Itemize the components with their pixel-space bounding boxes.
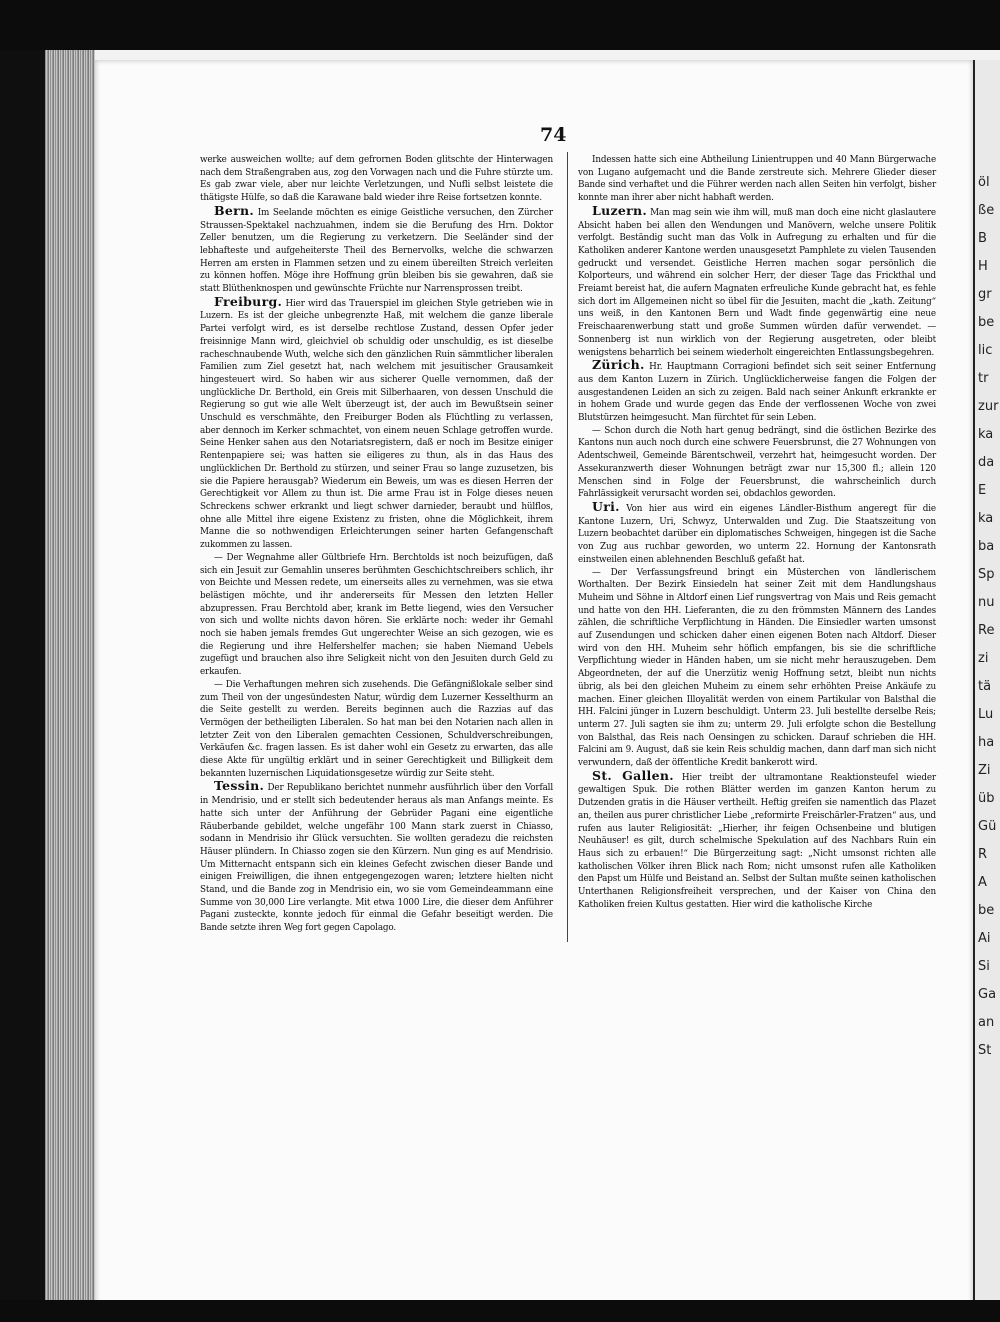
scan-border-top: [0, 0, 1000, 50]
article-paragraph: Bern. Im Seelande möchten es einige Geistliche versuchen, den Zürcher Straussen-Spektakel nachzuahmen, indem sie die Berufung des Hrn. Doktor Zeller benutzen, um die Regierung zu verketzern. Die Seeländer sind der lebhafteste und aufgeheiterste Theil des Bernervolks, welche die schwarzen Herren am ersten in Flammen setzen und zu einem übereilten Streich verleiten zu können hoffen. Möge ihre Hoffnung grün bleiben bis sie gewahren, daß sie statt Blüthenknospen und gewünschte Früchte nur Narrensprossen treibt.: [200, 202, 553, 295]
next-page-text-fragment: St: [978, 1043, 992, 1058]
article-paragraph: — Der Wegnahme aller Gültbriefe Hrn. Berchtolds ist noch beizufügen, daß sich ein Jesuit zur Gemahlin unseres berühmten Geschichtschreibers schlich, ihr von Beichte und Messen redete, um einerseits alles zu vernehmen, was sie etwa belästigen möchte, und ihr andererseits für Messen den letzten Heller abzupressen. Frau Berchtold aber, krank im Bette liegend, wies den Versucher von sich und wollte nichts davon hören. Sie erklärte noch: weder ihr Gemahl noch sie haben jemals fremdes Gut ungerechter Weise an sich gezogen, wie es die Regierung und ihre Helfershelfer machen; sie haben Niemand Uebels zugefügt und brauchen also ihre Seligkeit nicht von den Jesuiten durch Geld zu erkaufen.: [200, 552, 553, 678]
column-divider: [567, 152, 568, 942]
next-page-text-fragment: üb: [978, 791, 995, 806]
next-page-text-fragment: zur: [978, 399, 999, 414]
next-page-text-fragment: R: [978, 847, 988, 862]
next-page-text-fragment: gr: [978, 287, 992, 302]
next-page-text-fragment: Ga: [978, 987, 997, 1002]
article-heading: Bern.: [214, 202, 255, 218]
next-page-text-fragment: A: [978, 875, 987, 890]
next-page-text-fragment: nu: [978, 595, 995, 610]
next-page-text-fragment: an: [978, 1015, 995, 1030]
article-heading: Freiburg.: [214, 293, 283, 309]
article-heading: Zürich.: [592, 357, 645, 373]
scan-border-left: [0, 50, 45, 1300]
next-page-text-fragment: B: [978, 231, 987, 246]
article-heading: Luzern.: [592, 202, 648, 218]
next-page-text-fragment: Re: [978, 623, 995, 638]
next-page-text-fragment: be: [978, 903, 995, 918]
next-page-text-fragment: Si: [978, 959, 990, 974]
article-paragraph: Zürich. Hr. Hauptmann Corragioni befindet sich seit seiner Entfernung aus dem Kanton Luzern in Zürich. Unglücklicherweise fangen die Folgen der ausgestandenen Leiden an sich zu zeigen. Bald nach seiner Ankunft erkrankte er in hohem Grade und wurde gegen das Ende der verflossenen Woche von zwei Blutstürzen heimgesucht. Man fürchtet für sein Leben.: [578, 357, 936, 424]
next-page-text-fragment: Gü: [978, 819, 997, 834]
next-page-text-fragment: lic: [978, 343, 993, 358]
next-page-fragment: [973, 60, 1000, 1305]
next-page-text-fragment: zi: [978, 651, 989, 666]
article-heading: St. Gallen.: [592, 767, 674, 783]
left-column: [200, 154, 553, 935]
next-page-text-fragment: Sp: [978, 567, 995, 582]
next-page-text-fragment: öl: [978, 175, 990, 190]
article-paragraph: — Schon durch die Noth hart genug bedrängt, sind die östlichen Bezirke des Kantons nun auch noch durch eine schwere Feuersbrunst, die 27 Wohnungen von Adentschweil, Gemeinde Bärentschweil, verzehrt hat, heimgesucht worden. Der Assekuranzwerth dieser Wohnungen beträgt zwar nur 15,300 fl.; allein 120 Menschen sind in Folge der Feuersbrunst, die wahrscheinlich durch Fahrlässigkeit verursacht worden sei, obdachlos geworden.: [578, 425, 936, 500]
article-paragraph: — Der Verfassungsfreund bringt ein Müsterchen von ländlerischem Worthalten. Der Bezirk Einsiedeln hat seiner Zeit mit dem Handlungshaus Muheim und Söhne in Altdorf einen Lief rungsvertrag von Mais und Reis gemacht und hatte von den HH. Lieferanten, die zu den frömmsten Männern des Landes zählen, die schriftliche Verpflichtung in Händen. Die Einsiedler warten umsonst auf Zusendungen und schicken daher einen eigenen Boten nach Altdorf. Dieser wird von den HH. Muheim sehr höflich empfangen, bis sie die schriftliche Verpflichtung wieder in Händen haben, um sie nicht mehr herauszugeben. Dem Abgeordneten, der auf die Unerzütiz wenig Hoffnung setzt, bleibt nun nichts übrig, als bei den gleichen Muheim zu einem sehr erhöhten Preise Ankäufe zu machen. Einer gleichen Illoyalität werden von einem Partikular von Balsthal die HH. Falcini jünger in Luzern beschuldigt. Unterm 23. Juli bestellte derselbe Reis; unterm 27. Juli sagten sie ihm zu; unterm 29. Juli erfolgte schon die Bestellung von Balsthal, das Reis nach Oensingen zu schicken. Darauf schrieben die HH. Falcini am 9. August, daß sie kein Reis schuldig machen, dann darf man sich nicht verwundern, daß der öffentliche Kredit bankerott wird.: [578, 567, 936, 769]
next-page-text-fragment: Ai: [978, 931, 991, 946]
right-column: [578, 154, 936, 911]
next-page-text-fragment: H: [978, 259, 988, 274]
article-paragraph: Luzern. Man mag sein wie ihm will, muß man doch eine nicht glaslautere Absicht haben bei allen den Wendungen und Manövern, welche unsere Politik verfolgt. Beständig sucht man das Volk in Aufregung zu erhalten und für die Katholiken anderer Kantone werden unausgesetzt Pamphlete zu vielen Tausenden gedruckt und versendet. Geistliche Herren machen sogar persönlich die Kolporteurs, und während ein solcher Herr, der dieser Tage das Frickthal und Freiamt bereist hat, die aufern Magnaten erfreuliche Kunde gebracht hat, es fehle sich dort im Allgemeinen nicht so übel für die Jesuiten, macht die „kath. Zeitung“ uns weiß, in den Kantonen Bern und Wadt finde gegenwärtig eine neue Freischaarenwerbung statt und große Summen würden dafür verwendet. — Sonnenberg ist nun wirklich von der Regierung ausgetreten, oder bleibt wenigstens beharrlich bei seinem wiederholt eingereichten Entlassungsbegehren.: [578, 202, 936, 358]
next-page-text-fragment: ka: [978, 511, 994, 526]
scan-border-bottom: [0, 1300, 1000, 1322]
article-heading: Uri.: [592, 498, 620, 514]
article-paragraph: St. Gallen. Hier treibt der ultramontane Reaktionsteufel wieder gewaltigen Spuk. Die rothen Blätter werden im ganzen Kanton herum zu Dutzenden gratis in die Häuser vertheilt. Heftig greifen sie namentlich das Plazet an, theilen aus purer christlicher Liebe „reformirte Freischärler-Fratzen“ aus, und rufen aus lauter Religiosität: „Hierher, ihr feigen Ochsenbeine und blutigen Neuhäuser! es gilt, durch schelmische Spekulation auf des Nachbars Ruin ein Haus sich zu erbauen!“ Die Bürgerzeitung sagt: „Nicht umsonst richten alle katholischen Völker ihren Blick nach Rom; nicht umsonst rufen alle Katholiken den Papst um Hülfe und Beistand an. Selbst der Sultan mußte seinen katholischen Unterthanen Religionsfreiheit versprechen, und der Kaiser von China den Katholiken freien Kultus gestatten. Hier wird die katholische Kirche: [578, 767, 936, 910]
article-paragraph: Tessin. Der Republikano berichtet nunmehr ausführlich über den Vorfall in Mendrisio, und er stellt sich bedeutender heraus als man Anfangs meinte. Es hatte sich unter der Anführung der Gebrüder Pagani eine eigentliche Räuberbande gebildet, welche ungefähr 100 Mann stark zuerst in Chiasso, sodann in Mendrisio ihr Glück versuchten. Sie wollten geradezu die reichsten Häuser plündern. In Chiasso zogen sie den Kürzern. Nun ging es auf Mendrisio. Um Mitternacht entspann sich ein kleines Gefecht zwischen dieser Bande und einigen Freiwilligen, die ihnen entgegengezogen waren; letztere hielten nicht Stand, und die Bande zog in Mendrisio ein, wo sie vom Gemeindeammann eine Summe von 30,000 Lire verlangte. Mit etwa 1000 Lire, die dieser dem Anführer Pagani zusteckte, konnte jedoch für einmal die Gefahr beseitigt werden. Die Bande setzte ihren Weg fort gegen Capolago.: [200, 778, 553, 934]
next-page-text-fragment: tä: [978, 679, 992, 694]
next-page-text-fragment: tr: [978, 371, 989, 386]
article-paragraph: werke ausweichen wollte; auf dem gefrornen Boden glitschte der Hinterwagen nach dem Straßengraben aus, zog den Vorwagen nach und die Fuhre stürzte um. Es gab zwar viele, aber nur leichte Verletzungen, und Nufli selbst leistete die thätigste Hülfe, so daß die Karawane bald wieder ihre Reise fortsetzen konnte.: [200, 155, 553, 204]
next-page-text-fragment: ka: [978, 427, 994, 442]
article-paragraph: — Die Verhaftungen mehren sich zusehends. Die Gefängnißlokale selber sind zum Theil von der ungesündesten Natur, würdig dem Luzerner Kesselthurm an die Seite gestellt zu werden. Bereits beginnen auch die Razzias auf das Vermögen der betheiligten Liberalen. So hat man bei den Notarien nach allen in letzter Zeit von den Liberalen gemachten Cessionen, Schuldverschreibungen, Verkäufen &c. fragen lassen. Es ist daher wohl ein Gesetz zu erwarten, das alle diese Akte für ungültig erklärt und in seiner Gerechtigkeit und Billigkeit dem bekannten luzernischen Liquidationsgesetze würdig zur Seite steht.: [200, 679, 553, 779]
next-page-text-fragment: Lu: [978, 707, 994, 722]
article-paragraph: Freiburg. Hier wird das Trauerspiel im gleichen Style getrieben wie in Luzern. Es ist der gleiche unbegrenzte Haß, mit welchem die ganze liberale Partei verfolgt wird, es ist derselbe rechtlose Zustand, dessen Opfer jeder freisinnige Mann wird, gleichviel ob schuldig oder unschuldig, es ist dieselbe racheschnaubende Wuth, welche sich den gänzlichen Ruin sämmtlicher liberalen Familien zum Ziel gesetzt hat, nach welchem mit jesuitischer Grausamkeit hingesteuert wird. So haben wir aus sicherer Quelle vernommen, daß der unglückliche Dr. Berthold, ein Greis mit Silberhaaren, von dessen Unschuld die Regierung so gut wie alle Welt überzeugt ist, der auch im Bewußtsein seiner Unschuld es verschmähte, den Freiburger Boden als Flüchtling zu verlassen, aber dennoch im Kerker schmachtet, von einem neuen Schlage getroffen wurde. Seine Henker sahen aus den Notariatsregistern, daß er noch im Besitze einiger Rentenpapiere sei; was hatten sie eiligeres zu thun, als in das Haus des unglücklichen Dr. Berthold zu stürzen, und seiner Frau so lange zuzusetzen, bis sie die Papiere herausgab? Wiederum ein Beweis, um was es diesen Herren der Gerechtigkeit vor Allem zu thun ist. Die arme Frau ist in Folge dieses neuen Schreckens schwer erkrankt und liegt schwer darnieder, beraubt und hülflos, ohne alle Mittel ihre eigene Existenz zu fristen, ohne die Möglichkeit, ihrem Manne die so nothwendigen Erleichterungen seiner harten Gefangenschaft zukommen zu lassen.: [200, 293, 553, 551]
article-heading: Tessin.: [214, 778, 265, 794]
next-page-text-fragment: Zi: [978, 763, 991, 778]
page-number: 74: [540, 124, 567, 146]
next-page-text-fragment: ba: [978, 539, 995, 554]
next-page-text-fragment: be: [978, 315, 995, 330]
next-page-text-fragment: ße: [978, 203, 995, 218]
book-page-edges: [45, 50, 95, 1300]
next-page-text-fragment: da: [978, 455, 995, 470]
article-paragraph: Uri. Von hier aus wird ein eigenes Ländler-Bisthum angeregt für die Kantone Luzern, Uri, Schwyz, Unterwalden und Zug. Die Staatszeitung von Luzern beobachtet darüber ein diplomatisches Schweigen, hingegen ist die Sache von Zug aus ruchbar geworden, wo unterm 22. Hornung der Kantonsrath einstweilen einen ablehnenden Beschluß gefaßt hat.: [578, 498, 936, 565]
article-paragraph: Indessen hatte sich eine Abtheilung Linientruppen und 40 Mann Bürgerwache von Lugano aufgemacht und die Bande zerstreute sich. Mehrere Glieder dieser Bande sind verhaftet und die Führer werden nach allen Seiten hin verfolgt, bisher konnte man ihrer aber nicht habhaft werden.: [578, 155, 936, 204]
next-page-text-fragment: E: [978, 483, 987, 498]
next-page-text-fragment: ha: [978, 735, 995, 750]
